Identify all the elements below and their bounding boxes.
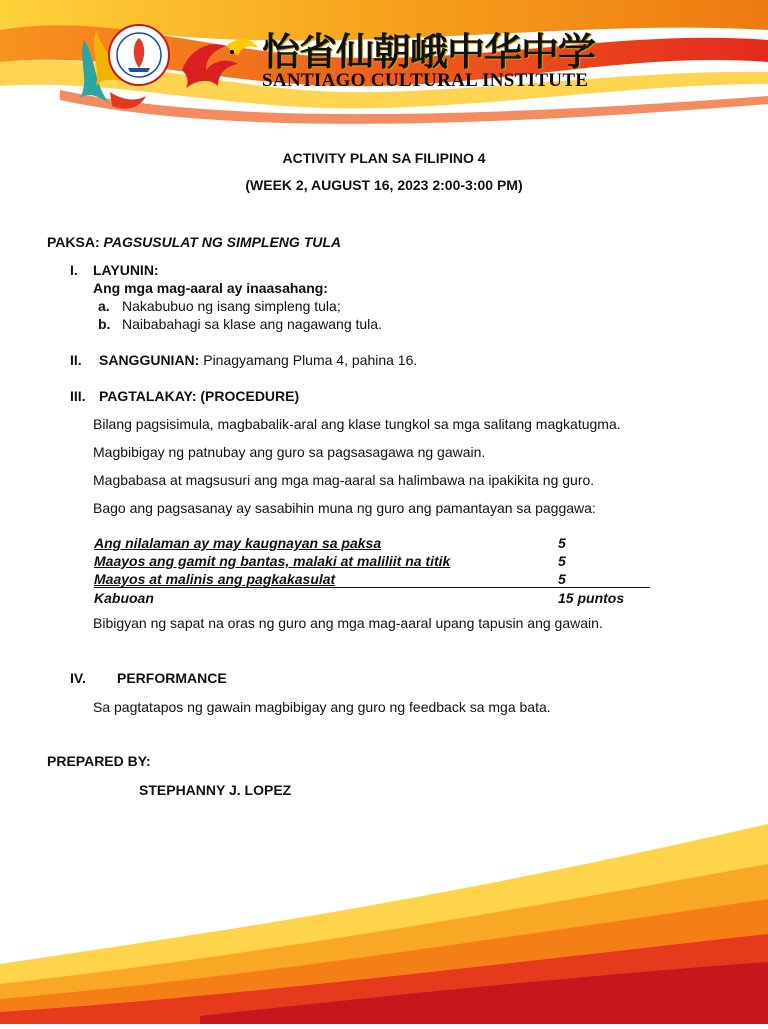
list-item-letter: b. xyxy=(98,316,111,332)
criteria-score: 5 xyxy=(558,535,566,551)
list-item-text: Nakabubuo ng isang simpleng tula; xyxy=(122,298,341,314)
procedure-paragraph: Magbabasa at magsusuri ang mga mag-aaral sa halimbawa na ipakikita ng guro. xyxy=(93,472,595,488)
section2-line xyxy=(99,352,417,368)
criteria-row xyxy=(94,553,650,569)
section3-number: III. xyxy=(70,388,86,404)
section1-heading: LAYUNIN: xyxy=(93,262,159,278)
criteria-row xyxy=(94,535,650,551)
section2-number: II. xyxy=(70,352,82,368)
section3-heading: PAGTALAKAY: (PROCEDURE) xyxy=(99,388,300,404)
list-item-text: Naibabahagi sa klase ang nagawang tula. xyxy=(122,316,382,332)
procedure-paragraph: Bago ang pagsasanay ay sasabihin muna ng guro ang pamantayan sa paggawa: xyxy=(93,500,596,516)
procedure-closing: Bibigyan ng sapat na oras ng guro ang mga mag-aaral upang tapusin ang gawain. xyxy=(93,615,603,631)
list-item-letter: a. xyxy=(98,298,110,314)
criteria-label: Maayos ang gamit ng bantas, malaki at maliliit na titik xyxy=(94,553,451,569)
section1-number: I. xyxy=(70,262,78,278)
criteria-score: 5 xyxy=(558,571,566,587)
criteria-total-rule xyxy=(94,587,650,588)
paksa-value: PAGSUSULAT NG SIMPLENG TULA xyxy=(103,234,342,250)
document-subtitle: (WEEK 2, AUGUST 16, 2023 2:00-3:00 PM) xyxy=(245,177,523,193)
total-score: 15 puntos xyxy=(558,590,625,606)
school-name: SANTIAGO CULTURAL INSTITUTE xyxy=(262,70,589,91)
paksa-line xyxy=(47,234,341,250)
criteria-label: Maayos at malinis ang pagkakasulat xyxy=(94,571,336,587)
section1-subheading: Ang mga mag-aaral ay inaasahang: xyxy=(93,280,328,296)
criteria-total-row xyxy=(94,590,650,606)
section4-heading: PERFORMANCE xyxy=(117,670,227,686)
section2-heading: SANGGUNIAN: xyxy=(99,352,200,368)
prepared-by-label: PREPARED BY: xyxy=(47,753,151,769)
preparer-name: STEPHANNY J. LOPEZ xyxy=(139,782,292,798)
criteria-score: 5 xyxy=(558,553,566,569)
document-title: ACTIVITY PLAN SA FILIPINO 4 xyxy=(282,150,486,166)
chinese-school-name: 怡省仙朝峨中华中学 xyxy=(262,29,596,74)
procedure-paragraph: Bilang pagsisimula, magbabalik-aral ang klase tungkol sa mga salitang magkatugma. xyxy=(93,416,621,432)
section4-number: IV. xyxy=(70,670,86,686)
school-seal xyxy=(108,24,170,86)
total-label: Kabuoan xyxy=(94,590,154,606)
section4-text: Sa pagtatapos ng gawain magbibigay ang guro ng feedback sa mga bata. xyxy=(93,699,551,715)
footer-waves xyxy=(0,784,768,1024)
paksa-label: PAKSA: xyxy=(47,234,100,250)
section2-text: Pinagyamang Pluma 4, pahina 16. xyxy=(203,352,418,368)
procedure-paragraph: Magbibigay ng patnubay ang guro sa pagsasagawa ng gawain. xyxy=(93,444,486,460)
criteria-label: Ang nilalaman ay may kaugnayan sa paksa xyxy=(94,535,382,551)
criteria-row xyxy=(94,571,650,587)
header-banner xyxy=(0,0,768,140)
